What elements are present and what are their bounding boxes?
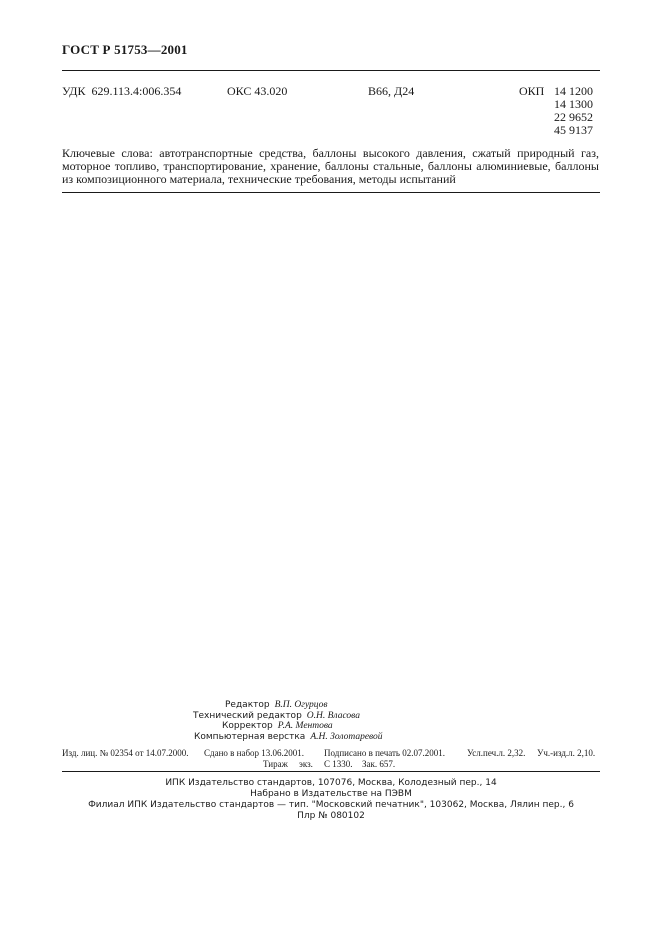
okp-label: ОКП bbox=[519, 84, 545, 98]
print-sheets: Усл.печ.л. 2,32. bbox=[467, 748, 526, 758]
publisher-address: ИПК Издательство стандартов, 107076, Москва, Колодезный пер., 14 bbox=[165, 778, 497, 788]
okp-code: 45 9137 bbox=[554, 123, 593, 137]
circulation-label: Тираж bbox=[263, 759, 288, 769]
publisher-block bbox=[62, 778, 600, 822]
document-id: ГОСТ Р 51753—2001 bbox=[62, 42, 188, 57]
credit-editor bbox=[225, 700, 661, 711]
okp-code: 14 1300 bbox=[554, 97, 593, 111]
copies-label: экз. bbox=[299, 759, 313, 769]
order-c: С 1330. bbox=[324, 759, 353, 769]
oks-code: ОКС 43.020 bbox=[227, 84, 288, 98]
keywords-paragraph: Ключевые слова: автотранспортные средства, баллоны высокого давления, сжатый природный газ, моторное топливо, транспортирование, хранение, баллоны стальные, баллоны алюминиевые, баллоны из композиционного материала, технические требования, методы испытаний bbox=[62, 146, 599, 187]
credit-name: О.Н. Власова bbox=[306, 710, 360, 721]
credit-role: Редактор bbox=[225, 700, 270, 710]
credit-role: Компьютерная верстка bbox=[194, 731, 306, 742]
license-info: Изд. лиц. № 02354 от 14.07.2000. bbox=[62, 748, 189, 758]
typeset-note: Набрано в Издательстве на ПЭВМ bbox=[250, 789, 412, 799]
group-code: В66, Д24 bbox=[368, 84, 415, 98]
credit-role: Технический редактор bbox=[193, 710, 302, 721]
order-number: Зак. 657. bbox=[362, 759, 396, 769]
credits-block bbox=[62, 700, 600, 742]
sent-date: Сдано в набор 13.06.2001. bbox=[204, 748, 305, 758]
okp-code-list bbox=[554, 85, 593, 137]
plr-number: Плр № 080102 bbox=[297, 811, 365, 821]
top-divider bbox=[62, 70, 600, 71]
printing-branch: Филиал ИПК Издательство стандартов — тип. "Московский печатник", 103062, Москва, Лялин пер., 6 bbox=[88, 800, 574, 810]
signed-date: Подписано в печать 02.07.2001. bbox=[324, 748, 446, 758]
imprint-divider bbox=[62, 771, 600, 772]
credit-name: В.П. Огурцов bbox=[274, 700, 328, 710]
pub-sheets: Уч.-изд.л. 2,10. bbox=[537, 748, 596, 758]
imprint-row-order bbox=[62, 759, 600, 770]
imprint-block bbox=[62, 748, 600, 770]
udk-code: УДК 629.113.4:006.354 bbox=[62, 84, 182, 98]
keywords-divider bbox=[62, 192, 600, 193]
credit-tech-editor bbox=[193, 711, 661, 722]
credit-layout bbox=[194, 732, 661, 743]
imprint-row-dates bbox=[62, 748, 600, 759]
okp-code: 22 9652 bbox=[554, 110, 593, 124]
credit-name: Р.А. Ментова bbox=[277, 721, 333, 731]
okp-code: 14 1200 bbox=[554, 84, 593, 98]
credit-proofreader bbox=[222, 721, 661, 732]
credit-role: Корректор bbox=[222, 721, 273, 731]
credit-name: А.Н. Золотаревой bbox=[310, 731, 383, 742]
